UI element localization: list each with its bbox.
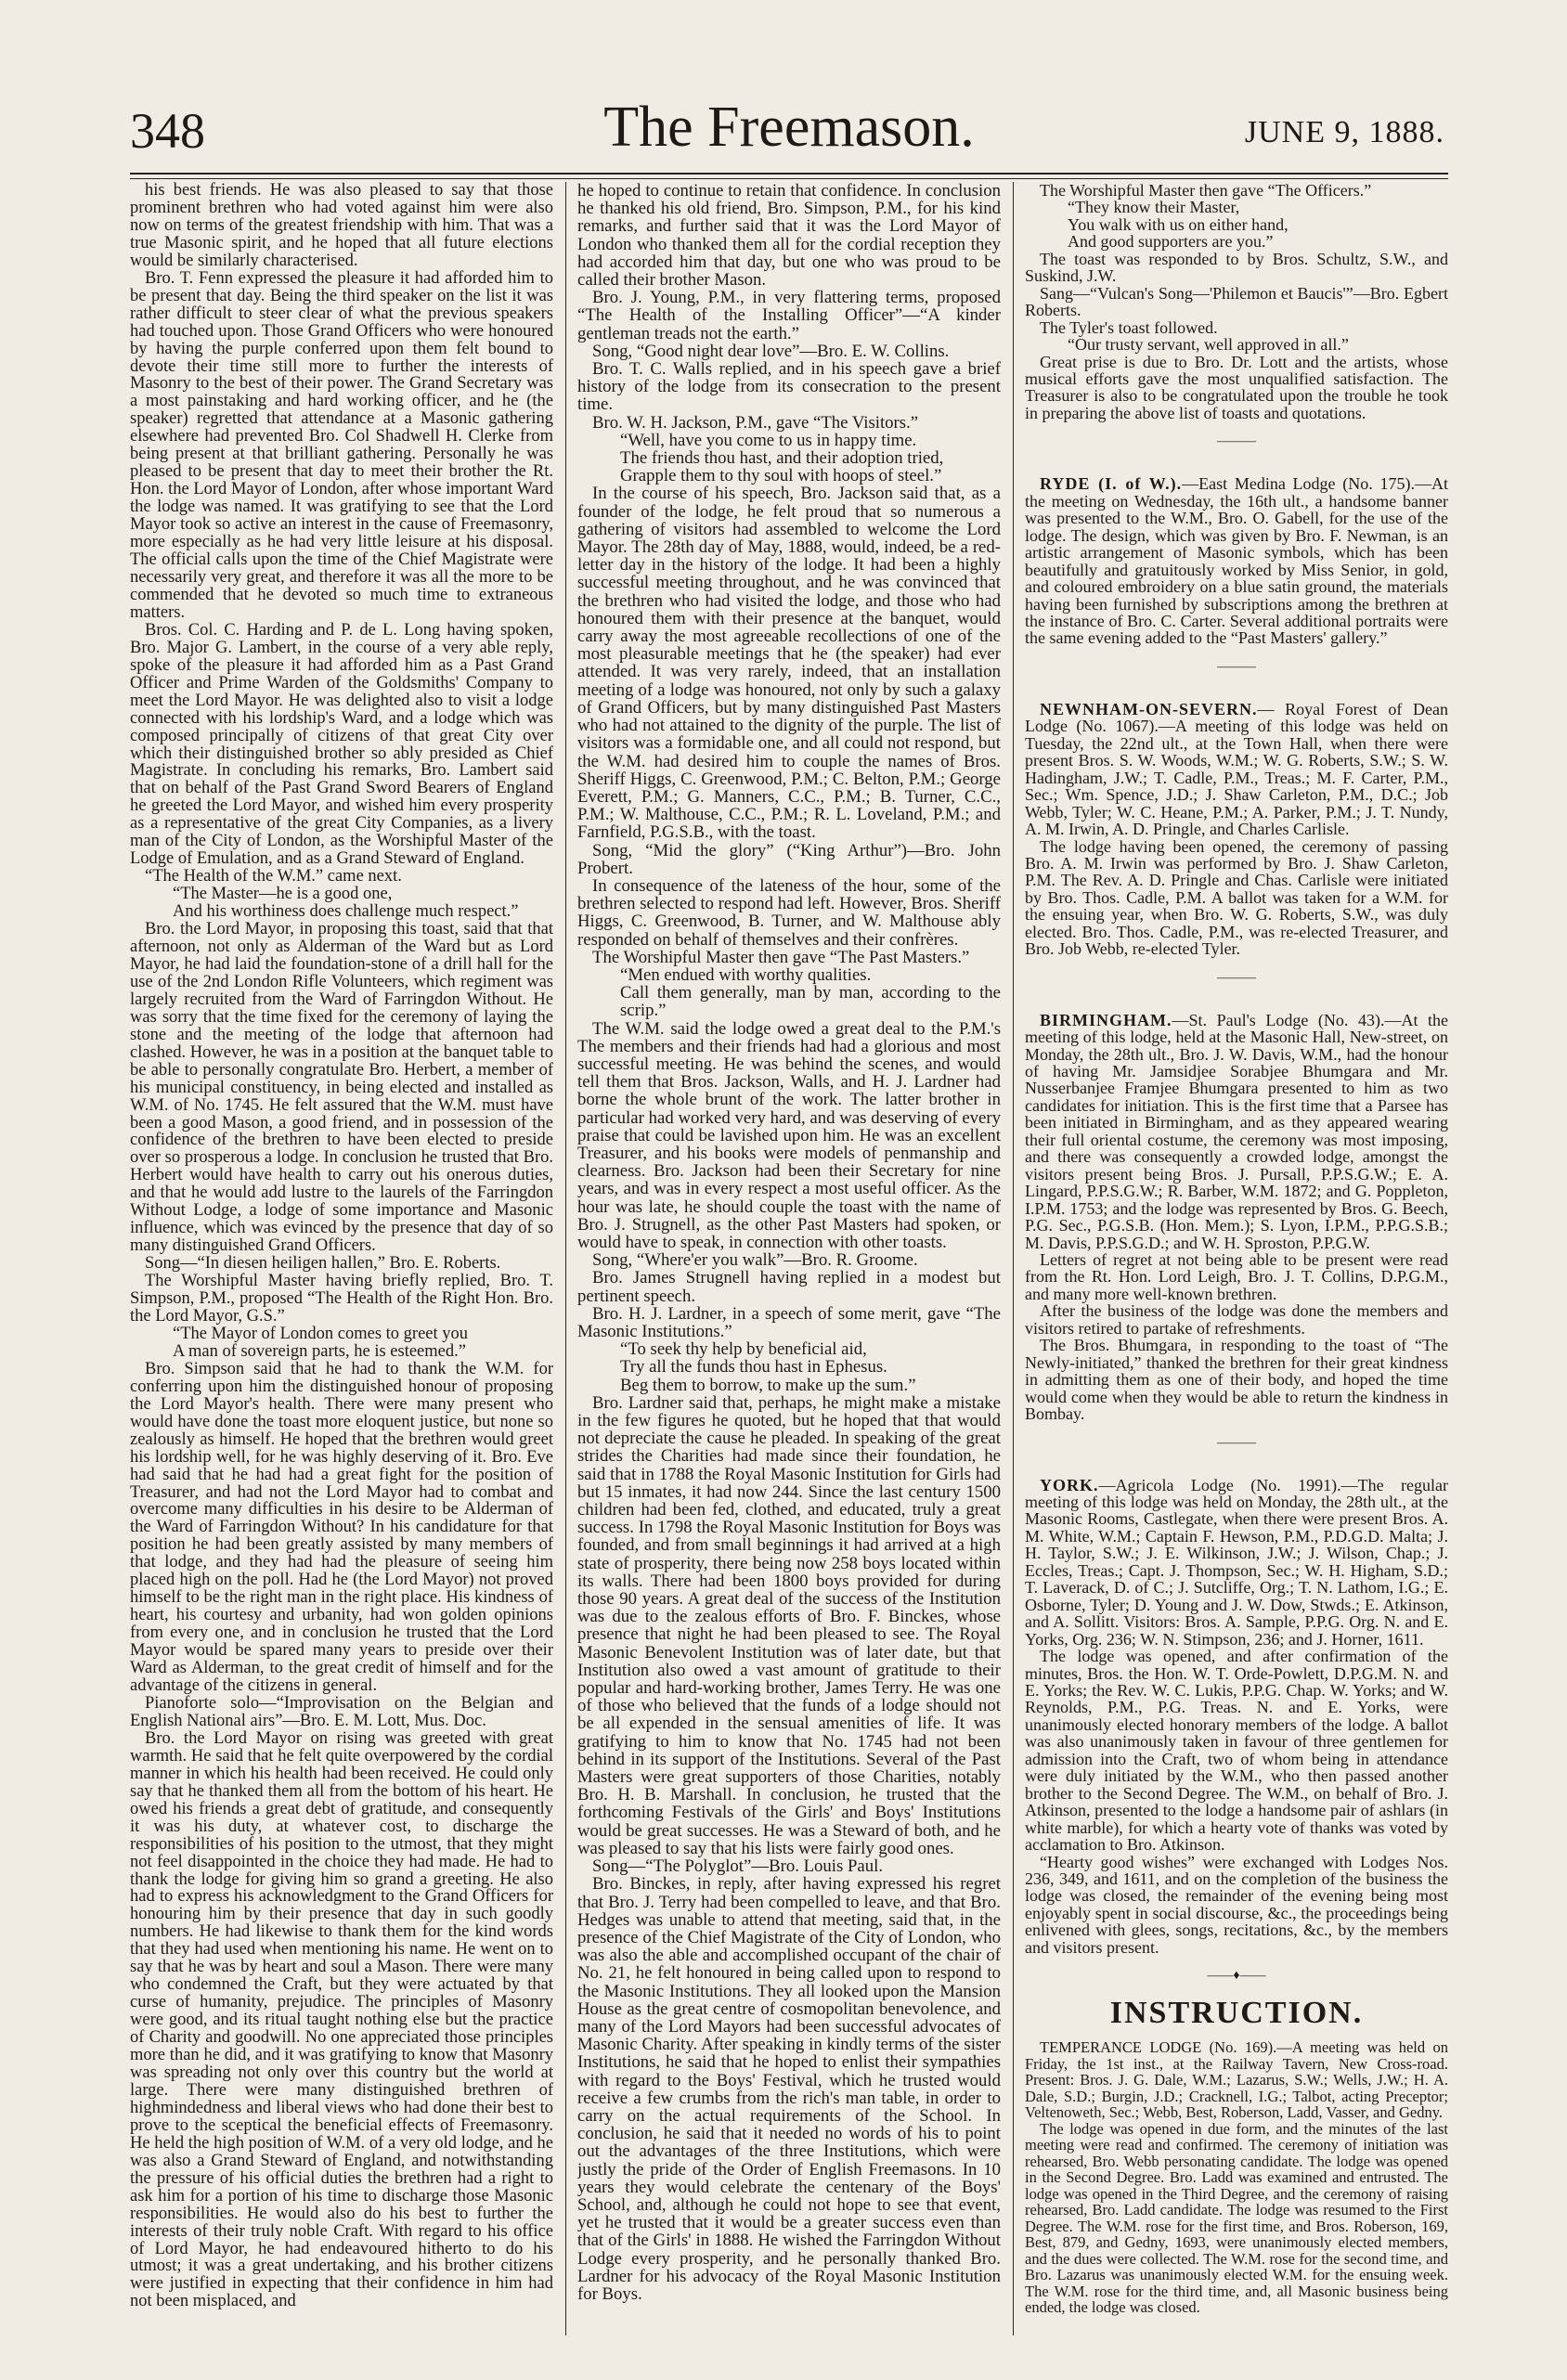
paragraph: In consequence of the lateness of the hour, some of the brethren selected to respond had left. However, Bros. Sheriff Higgs, C. Greenwood, B. Turner, and W. Malthouse ably responded on behalf of themselves and their confrères. <box>577 875 1001 950</box>
paragraph: Great prise is due to Bro. Dr. Lott and the artists, whose musical efforts gave the most unqualified satisfaction. The Treasurer is also to be congratulated upon the trouble he took in preparing the above list of toasts and quotations. <box>1025 352 1448 422</box>
paragraph: In the course of his speech, Bro. Jackson said that, as a founder of the lodge, he felt proud that so numerous a gathering of visitors had assembled to welcome the Lord Mayor. The 28th day of May, 1888, would, indeed, be a red-letter day in the history of the lodge. It had been a highly successful meeting throughout, and he was convinced that the brethren who had visited the lodge, and those who had honoured them with their presence at the banquet, would carry away the most agreeable recollections of one of the most pleasurable meetings that he (the speaker) had ever attended. It was very rarely, indeed, that an installation meeting of a lodge was honoured, not only by such a galaxy of Grand Officers, but by many distinguished Past Masters who had not attained to the dignity of the purple. The list of visitors was a formidable one, and all could not respond, but the W.M. had desired him to couple the names of Bros. Sheriff Higgs, C. Greenwood, P.M.; C. Belton, P.M.; George Everett, P.M.; G. Manners, C.C., P.M.; B. Turner, C.C., P.M.; W. Malthouse, C.C., P.M.; R. L. Loveland, P.M.; and Farnfield, P.G.S.B., with the toast. <box>577 484 1001 843</box>
paragraph: The Worshipful Master then gave “The Past Masters.” <box>592 947 970 967</box>
column-right <box>1025 182 1448 2335</box>
news-item <box>1025 1477 1448 1649</box>
paper-title: The Freemason. <box>603 96 975 159</box>
section-separator: ——— <box>1217 434 1256 449</box>
paragraph: Letters of regret at not being able to be present were read from the Rt. Hon. Lord Leigh, Bro. J. T. Collins, D.P.G.M., and many more well-known brethren. <box>1025 1250 1448 1303</box>
paragraph: Song—“In diesen heiligen hallen,” Bro. E. Roberts. <box>145 1254 501 1274</box>
verse-line: “To seek thy help by beneficial aid, <box>620 1339 867 1360</box>
paragraph: Bro. T. C. Walls replied, and in his speech gave a brief history of the lodge from its consecration to the present time. <box>577 359 1001 415</box>
verse-line: “The Master—he is a good one, <box>173 885 393 904</box>
section-heading: NEWNHAM-ON-SEVERN. <box>1040 699 1258 718</box>
section-separator: ——— <box>1217 659 1256 674</box>
paragraph: Bro. the Lord Mayor, in proposing this toast, said that that afternoon, not only as Alderman of the Ward but as Lord Mayor, he had laid the foundation-stone of a drill hall for the use of the 2nd London Rifle Volunteers, which regiment was largely recruited from the Ward of Farringdon Without. He was sorry that the time fixed for the ceremony of laying the stone and the meeting of the lodge that afternoon had clashed. However, he was in a position at the banquet table to be able to personally congratulate Bro. Herbert, a member of his municipal constituency, in being elected and installed as W.M. of No. 1745. He felt assured that the W.M. must have been a good Mason, a good friend, and in possession of the confidence of the brethren to have been elected to preside over so prosperous a lodge. In conclusion he trusted that Bro. Herbert would have health to carry out his onerous duties, and that he would add lustre to the laurels of the Farringdon Without Lodge, a lodge of some importance and Masonic influence, which was evinced by the presence that day of so many distinguished Grand Officers. <box>130 920 553 1256</box>
verse-line: “They know their Master, <box>1068 198 1240 217</box>
paragraph: The W.M. said the lodge owed a great deal to the P.M.'s The members and their friends had had a glorious and most successful meeting. He was behind the scenes, and would tell them that Bros. Jackson, Walls, and H. J. Lardner had borne the whole brunt of the work. The latter brother in particular had worked very hard, and was deserving of every praise that could be lavished upon him. He was an excellent Treasurer, and his books were models of penmanship and clearness. Bro. Jackson had been their Secretary for nine years, and was in every respect a most useful officer. As the hour was late, he should couple the toast with the name of Bro. J. Strugnell, as the other Past Masters had spoken, or would have to speak, in connection with other toasts. <box>577 1018 1001 1252</box>
section-heading: BIRMINGHAM. <box>1040 1010 1172 1029</box>
masthead <box>130 98 1448 171</box>
paragraph: Bro. W. H. Jackson, P.M., gave “The Visitors.” <box>592 412 919 433</box>
issue-date: JUNE 9, 1888. <box>1244 115 1444 149</box>
paragraph: “Hearty good wishes” were exchanged with Lodges Nos. 236, 349, and 1611, and on the completion of the business the lodge was closed, the remainder of the evening being most enjoyably spent in social discourse, &c., the proceedings being enlivened with glees, songs, recitations, &c., by the members and visitors present. <box>1025 1852 1448 1957</box>
verse-line: And his worthiness does challenge much respect.” <box>173 902 519 922</box>
verse-line: Try all the funds thou hast in Ephesus. <box>620 1357 887 1378</box>
section-heading: RYDE (I. of W.). <box>1040 474 1183 494</box>
section-text: —St. Paul's Lodge (No. 43).—At the meeting of this lodge, held at the Masonic Hall, New-street, on Monday, the 28th ult., Bro. J. W. Davis, W.M., had the honour of having Mr. Jamsidjee Sorabjee Bhumgara and Mr. Nusserbanjee Framjee Bhumgara presented to him as two candidates for initiation. This is the first time that a Parsee has been initiated in Birmingham, and as they appeared wearing their full oriental costume, the ceremony was most imposing, and there was consequently a crowded lodge, amongst the visitors present being Bros. J. Pursall, P.P.S.G.W.; E. A. Lingard, P.P.S.G.W.; R. Barber, W.M. 1872; and G. Poppleton, I.P.M. 1753; and the lodge was represented by Bros. G. Beech, P.G. Sec., P.G.S.B. (Hon. Mem.); S. Lyon, I.P.M., P.P.G.S.B.; M. Davis, P.P.S.G.D.; and W. H. Sproston, P.P.G.W. <box>1025 1010 1448 1252</box>
section-text: —East Medina Lodge (No. 175).—At the meeting on Wednesday, the 16th ult., a handsome banner was presented to the W.M., Bro. O. Gabell, for the use of the lodge. The design, which was given by Bro. F. Newman, is an artistic arrangement of Masonic symbols, which has been beautifully and gratuitously worked by Miss Senior, in gold, and coloured embroidery on a blue satin ground, the materials having been furnished by subscriptions among the brethren at the instance of Bro. C. Carter. Several additional portraits were the same evening added to the “Past Masters' gallery.” <box>1025 474 1448 648</box>
paragraph: Song—“The Polyglot”—Bro. Louis Paul. <box>592 1856 884 1877</box>
paragraph: Pianoforte solo—“Improvisation on the Belgian and English National airs”—Bro. E. M. Lott, Mus. Doc. <box>130 1693 553 1730</box>
paragraph: Song, “Good night dear love”—Bro. E. W. Collins. <box>592 341 950 361</box>
news-item <box>1025 1012 1448 1251</box>
verse-line: “Our trusty servant, well approved in all.” <box>1068 335 1349 355</box>
header-rule <box>130 173 1448 179</box>
paragraph: After the business of the lodge was done the members and visitors retired to partake of refreshments. <box>1025 1301 1448 1338</box>
paragraph: he hoped to continue to retain that confidence. In conclusion he thanked his old friend, Bro. Simpson, P.M., for his kind remarks, and further said that it was the Lord Mayor of London who thanked them all for the cordial reception they had accorded him that day, but one who was proud to be called their brother Mason. <box>577 182 1001 291</box>
verse-line: Grapple them to thy soul with hoops of steel.” <box>620 466 942 486</box>
paragraph: Bro. H. J. Lardner, in a speech of some merit, gave “The Masonic Institutions.” <box>577 1303 1001 1341</box>
paragraph: Bro. J. Young, P.M., in very flattering terms, proposed “The Health of the Installing Officer”—“A kinder gentleman treads not the earth.” <box>577 288 1001 343</box>
section-text: —Agricola Lodge (No. 1991).—The regular meeting of this lodge was held on Monday, the 28th ult., at the Masonic Rooms, Castlegate, when there were present Bros. A. M. White, W.M.; Captain F. Hewson, P.M., P.D.G.D. Malta; J. H. Taylor, S.W.; J. E. Wilkinson, J.W.; J. Wilson, Chap.; J. Eccles, Treas.; Capt. J. Thompson, Sec.; W. H. Higham, S.D.; T. Laverack, D. of C.; J. Sutcliffe, Org.; T. N. Lathom, I.G.; E. Osborne, Tyler; D. Young and J. W. Dow, Stwds.; E. Atkinson, and A. Sollitt. Visitors: Bros. A. Sample, P.P.G. Org. N. and E. Yorks, Org. 236; W. N. Stimpson, 236; and J. Horner, 1611. <box>1025 1475 1448 1649</box>
paragraph: “The Health of the W.M.” came next. <box>145 867 402 886</box>
paragraph: Bro. Binckes, in reply, after having expressed his regret that Bro. J. Terry had been compelled to leave, and that Bro. Hedges was unable to attend that meeting, said that, in the presence of the Chief Magistrate of the City of London, who was also the able and accomplished occupant of the chair of No. 21, he felt honoured in being called upon to respond to the Masonic Institutions. They all looked upon the Mansion House as the great centre of cosmopolitan benevolence, and many of the Lord Mayors had been successful advocates of Masonic Charity. After speaking in kindly terms of the sister Institutions, he said that he hoped to enlist their sympathies with regard to the Boys' Festival, which he trusted would receive a few crumbs from the rich's man table, in order to carry on the actual requirements of the School. In conclusion, he said that it needed no words of his to point out the advantages of the three Institutions, which were justly the pride of the Order of English Freemasons. In 10 years they would celebrate the centenary of the Boys' School, and, although he could not hope to see that event, yet he trusted that it would be a greater success even than that of the Girls' in 1888. He wished the Farringdon Without Lodge every prosperity, and he personally thanked Bro. Lardner for his advocacy of the Royal Masonic Institution for Boys. <box>577 1874 1001 2304</box>
paragraph: Song, “Mid the glory” (“King Arthur”)—Bro. John Probert. <box>577 840 1001 878</box>
section-separator: ——— <box>1217 1435 1256 1450</box>
column-divider <box>1013 182 1014 2335</box>
section-separator: ——— <box>1217 970 1256 985</box>
column-middle <box>577 182 1001 2335</box>
paragraph: The Worshipful Master then gave “The Officers.” <box>1040 182 1372 200</box>
paragraph: The lodge was opened, and after confirmation of the minutes, Bros. the Hon. W. T. Orde-Powlett, D.P.G.M. N. and E. Yorks; the Rev. W. C. Lukis, P.P.G. Chap. W. Yorks; and W. Reynolds, P.M., P.G. Treas. N. and E. Yorks, were unanimously elected honorary members of the lodge. A ballot was also unanimously taken in favour of three gentlemen for admission into the Craft, two of whom being in attendance were duly initiated by the W.M., who then passed another brother to the Second Degree. The W.M., on behalf of Bro. J. Atkinson, presented to the lodge a handsome pair of ashlars (in white marble), for which a hearty vote of thanks was voted by acclamation to Bro. Atkinson. <box>1025 1647 1448 1855</box>
report-paragraph: TEMPERANCE LODGE (No. 169).—A meeting was held on Friday, the 1st inst., at the Railway Tavern, New Cross-road. Present: Bros. J. G. Dale, W.M.; Lazarus, S.W.; Wells, J.W.; H. A. Dale, S.D.; Burgin, J.D.; Cracknell, I.G.; Talbot, acting Preceptor; Veltenoweth, Sec.; Webb, Best, Roberson, Ladd, Vasser, and Gedny. <box>1025 2038 1448 2122</box>
paragraph: Bro. the Lord Mayor on rising was greeted with great warmth. He said that he felt quite overpowered by the cordial manner in which his health had been received. He could only say that he thanked them all from the bottom of his heart. He owed his friends a great debt of gratitude, and consequently it was his duty, at whatever cost, to discharge the responsibilities of his position to the utmost, that they might not feel disappointed in the choice they had made. He had to thank the lodge for giving him so grand a greeting. He also had to express his acknowledgment to the Grand Officers for honouring him by their presence that day in such goodly numbers. He had likewise to thank them for the kind words that they had used when mentioning his name. He went on to say that he was by heart and soul a Mason. There were many who condemned the Craft, but they were actuated by that curse of humanity, prejudice. The principles of Masonry were good, and its ritual taught nothing else but the practice of Charity and goodwill. No one appreciated those principles more than he did, and it was gratifying to know that Masonry was spreading not only over this country but the world at large. There were many distinguished brethren of highmindedness and liberal views who had done their best to prove to the sceptical the beneficial effects of Freemasonry. He held the high position of W.M. of a very old lodge, and he was also a Grand Steward of England, and notwithstanding the pressure of his official duties the brethren had a right to ask him for a portion of his time to discharge those Masonic responsibilities. He would also do his best to further the interests of their truly noble Craft. With regard to his office of Lord Mayor, he had endeavoured hitherto to do his utmost; it was a great undertaking, and his brother citizens were justified in expecting that their confidence in him had not been misplaced, and <box>130 1728 553 2311</box>
verse-line: “Men endued with worthy qualities. <box>620 964 872 985</box>
paragraph: Bro. James Strugnell having replied in a modest but pertinent speech. <box>577 1268 1001 1306</box>
paragraph: The Bros. Bhumgara, in responding to the toast of “The Newly-initiated,” thanked the brethren for their great kindness in admitting them as one of their body, and hoped the time would come when they would be able to return the kindness in Bombay. <box>1025 1336 1448 1424</box>
paragraph: Song, “Where'er you walk”—Bro. R. Groome. <box>592 1250 918 1271</box>
paragraph: The toast was responded to by Bros. Schultz, S.W., and Suskind, J.W. <box>1025 249 1448 286</box>
paragraph: Sang—“Vulcan's Song—'Philemon et Baucis'”—Bro. Egbert Roberts. <box>1025 283 1448 320</box>
section-separator: ——♦—— <box>1207 1969 1266 1984</box>
verse-line: “The Mayor of London comes to greet you <box>173 1324 469 1343</box>
verse-line: Call them generally, man by man, according to the scrip.” <box>620 983 1001 1021</box>
paragraph: Bros. Col. C. Harding and P. de L. Long having spoken, Bro. Major G. Lambert, in the course of a very able reply, spoke of the pleasure it had afforded him as a Past Grand Officer and Prime Warden of the Goldsmiths' Company to meet the Lord Mayor. He was delighted also to visit a lodge connected with his lordship's Ward, and a lodge which was composed principally of citizens of that great City over which their distinguished brother so ably presided as Chief Magistrate. In concluding his remarks, Bro. Lambert said that on behalf of the Past Grand Sword Bearers of England he greeted the Lord Mayor, and wished him every prosperity as a representative of the great City Companies, as a livery man of the City of London, as the Worshipful Master of the Lodge of Emulation, and as a Grand Steward of England. <box>130 620 553 869</box>
verse-line: Beg them to borrow, to make up the sum.” <box>620 1375 916 1395</box>
paragraph: Bro. Lardner said that, perhaps, he might make a mistake in the few figures he quoted, but he hoped that that would not depreciate the cause he pleaded. In speaking of the great strides the Charities had made since their foundation, he said that in 1788 the Royal Masonic Institution for Girls had but 15 inmates, it had now 244. Since the last century 1500 children had been fed, clothed, and educated, truly a great success. In 1798 the Royal Masonic Institution for Boys was founded, and from small beginnings it had arrived at a high state of prosperity, there being now 258 boys located within its walls. There had been 1800 boys provided for during those 90 years. A great deal of the success of the Institution was due to the zealous efforts of Bro. F. Binckes, whose presence that night he had been pleased to see. The Royal Masonic Benevolent Institution was of later date, but that Institution also owed a vast amount of gratitude to their popular and hard-working brother, James Terry. He was one of those who believed that the funds of a lodge should not be all expended in the sensual amenities of life. It was gratifying to him to know that No. 1745 had not been behind in its support of the Institutions. Several of the Past Masters were great supporters of those Charities, notably Bro. H. B. Marshall. In conclusion, he trusted that the forthcoming Festivals of the Girls' and Boys' Institutions would be great successes. He was a Steward of both, and he was pleased to say that his lists were fairly good ones. <box>577 1392 1001 1858</box>
paragraph: The Worshipful Master having briefly replied, Bro. T. Simpson, P.M., proposed “The Health of the Right Hon. Bro. the Lord Mayor, G.S.” <box>130 1272 553 1326</box>
paragraph: The lodge having been opened, the ceremony of passing Bro. A. M. Irwin was performed by Bro. J. Shaw Carleton, P.M. The Rev. A. D. Pringle and Chas. Carlisle were initiated by Bro. Thos. Cadle, P.M. A ballot was taken for a W.M. for the ensuing year, when Bro. W. G. Roberts, S.W., was duly elected. Bro. Thos. Cadle, P.M., was re-elected Treasurer, and Bro. Job Webb, re-elected Tyler. <box>1025 836 1448 959</box>
verse-line: You walk with us on either hand, <box>1068 214 1289 234</box>
report-paragraph: The lodge was opened in due form, and the minutes of the last meeting were read and confirmed. The ceremony of initiation was rehearsed, Bro. Webb personating candidate. The lodge was opened in the Second Degree. Bro. Ladd was examined and entrusted. The lodge was opened in the Third Degree, and the ceremony of raising rehearsed, Bro. Ladd candidate. The lodge was resumed to the First Degree. The W.M. rose for the first time, and Bros. Roberson, 169, Best, 879, and Gedny, 1693, were unanimously elected members, and the dues were collected. The W.M. rose for the second time, and Bro. Lazarus was unanimously elected W.M. for the ensuing week. The W.M. rose for the third time, and, all Masonic business being ended, the lodge was closed. <box>1025 2119 1448 2317</box>
news-item <box>1025 475 1448 647</box>
paragraph: Bro. T. Fenn expressed the pleasure it had afforded him to be present that day. Being the third speaker on the list it was rather difficult to steer clear of what the previous speakers had touched upon. Those Grand Officers who were honoured by having the purple conferred upon them felt bound to devote their time still more to further the interests of Masonry to the best of their power. The Grand Secretary was a most painstaking and hard working officer, and he (the speaker) regretted that attendance at a Masonic gathering elsewhere had prevented Bro. Col Shadwell H. Clerke from being present at that brilliant gathering. Personally he was pleased to be present that day to meet their brother the Rt. Hon. the Lord Mayor of London, after whose important Ward the lodge was named. It was gratifying to see that the Lord Mayor took so active an interest in the cause of Freemasonry, more especially as he had very little leisure at his disposal. The official calls upon the time of the Chief Magistrate were necessarily very great, and therefore it was all the more to be commended that he devoted so much time to extraneous matters. <box>130 268 553 622</box>
page-number: 348 <box>130 103 205 159</box>
column-left <box>130 182 553 2335</box>
news-item <box>1025 701 1448 838</box>
verse-line: “Well, have you come to us in happy time. <box>620 430 917 450</box>
paragraph: Bro. Simpson said that he had to thank the W.M. for conferring upon him the distinguished honour of proposing the Lord Mayor's health. There were many present who would have done the toast more eloquent justice, but none so zealously as himself. He hoped that the brethren would greet his lordship well, for he was highly deserving of it. Bro. Eve had said that he had had a great fight for the position of Treasurer, and had not the Lord Mayor had to combat and overcome many difficulties in his desire to be Alderman of the Ward of Farringdon Without? In his candidature for that position he had been greatly assisted by many members of that lodge, and they had had the pleasure of seeing him placed high on the poll. Had he (the Lord Mayor) not proved himself to be the right man in the right place. His kindness of heart, his courtesy and urbanity, had won golden opinions from every one, and in conclusion he trusted that the Lord Mayor would be spared many years to preside over their Ward as Alderman, to the great credit of himself and for the advantage of the citizens in general. <box>130 1359 553 1696</box>
verse-line: The friends thou hast, and their adoption tried, <box>620 448 944 469</box>
verse-line: And good supporters are you.” <box>1068 232 1274 252</box>
section-heading: YORK. <box>1040 1475 1099 1494</box>
section-title: INSTRUCTION. <box>1109 1996 1364 2031</box>
paragraph: his best friends. He was also pleased to say that those prominent brethren who had voted against him were also now on terms of the greatest friendship with him. That was a true Masonic spirit, and he hoped that all future elections would be similarly characterised. <box>130 182 553 270</box>
column-divider <box>565 182 566 2335</box>
paragraph: The Tyler's toast followed. <box>1040 317 1218 337</box>
section-text: — Royal Forest of Dean Lodge (No. 1067).—A meeting of this lodge was held on Tuesday, the 22nd ult., at the Town Hall, when there were present Bros. S. W. Woods, W.M.; W. G. Roberts, S.W.; S. W. Hadingham, J.W.; T. Cadle, P.M., Treas.; M. F. Carter, P.M., Sec.; Wm. Spence, J.D.; J. Shaw Carleton, P.M., D.C.; Job Webb, Tyler; W. C. Heane, P.M.; A. Parker, P.M.; J. T. Nundy, A. M. Irwin, A. D. Pringle, and Charles Carlisle. <box>1025 699 1448 839</box>
verse-line: A man of sovereign parts, he is esteemed.” <box>173 1341 466 1361</box>
